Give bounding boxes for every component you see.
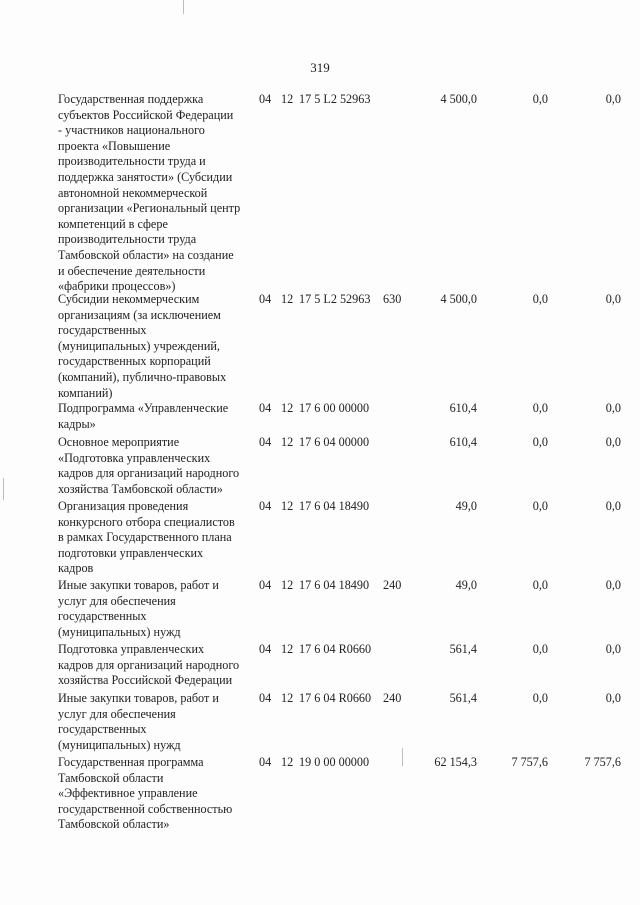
amount-year-3: 7 757,6 [584,755,621,769]
page-number: 319 [310,60,330,75]
amount-year-2: 0,0 [532,642,548,656]
section-code: 04 [259,755,272,769]
subsection-code: 12 [281,292,294,306]
amount-year-2: 7 757,6 [511,755,548,769]
amount-year-1: 49,0 [455,499,477,513]
amount-year-1: 4 500,0 [440,292,477,306]
amount-year-1: 561,4 [449,691,477,705]
amount-year-2: 0,0 [532,435,548,449]
amount-year-3: 0,0 [605,691,621,705]
amount-year-3: 0,0 [605,401,621,415]
subsection-code: 12 [281,578,294,592]
target-article-code: 17 6 04 18490 [299,499,370,513]
row-name: Субсидии некоммерческим организациям (за исключением государственных (муниципальных) учреждений, государственных корпораций (компаний), публично-правовых компаний) [58,292,227,400]
row-name: Иные закупки товаров, работ и услуг для обеспечения государственных (муниципальных) нужд [58,578,219,639]
subsection-code: 12 [281,691,294,705]
amount-year-2: 0,0 [532,92,548,106]
amount-year-2: 0,0 [532,292,548,306]
amount-year-3: 0,0 [605,92,621,106]
section-code: 04 [259,292,272,306]
section-code: 04 [259,401,272,415]
target-article-code: 17 5 L2 52963 [299,292,371,306]
target-article-code: 17 6 04 R0660 [299,642,372,656]
row-name: Организация проведения конкурсного отбора специалистов в рамках Государственного плана подготовки управленческих кадров [58,499,235,576]
amount-year-2: 0,0 [532,499,548,513]
amount-year-3: 0,0 [605,642,621,656]
amount-year-3: 0,0 [605,578,621,592]
row-name: Государственная программа Тамбовской области «Эффективное управление государственной собственностью Тамбовской области» [58,755,233,832]
row-name: Подпрограмма «Управленческие кадры» [58,401,229,431]
scan-margin-mark [183,0,184,14]
section-code: 04 [259,691,272,705]
subsection-code: 12 [281,92,294,106]
scan-margin-mark [402,748,403,766]
section-code: 04 [259,92,272,106]
expense-type-code: 240 [383,578,402,592]
subsection-code: 12 [281,435,294,449]
row-name: Иные закупки товаров, работ и услуг для обеспечения государственных (муниципальных) нужд [58,691,219,752]
row-name: Государственная поддержка субъектов Российской Федерации - участников национального проекта «Повышение производительности труда и поддержка занятости» (Субсидии автономной некоммерческой организации «Региональный центр компетенций в сфере производительности труда Тамбовской области» на создание и обеспечение деятельности «фабрики процессов») [58,92,241,294]
expense-type-code: 630 [383,292,402,306]
amount-year-1: 561,4 [449,642,477,656]
amount-year-1: 4 500,0 [440,92,477,106]
amount-year-1: 49,0 [455,578,477,592]
target-article-code: 19 0 00 00000 [299,755,370,769]
target-article-code: 17 6 04 18490 [299,578,370,592]
amount-year-3: 0,0 [605,435,621,449]
amount-year-2: 0,0 [532,691,548,705]
scan-margin-mark [3,478,4,500]
amount-year-3: 0,0 [605,499,621,513]
amount-year-1: 610,4 [449,401,477,415]
row-name: Основное мероприятие «Подготовка управленческих кадров для организаций народного хозяйства Тамбовской области» [58,435,240,496]
expense-type-code: 240 [383,691,402,705]
target-article-code: 17 5 L2 52963 [299,92,371,106]
section-code: 04 [259,435,272,449]
section-code: 04 [259,642,272,656]
subsection-code: 12 [281,401,294,415]
target-article-code: 17 6 00 00000 [299,401,370,415]
subsection-code: 12 [281,499,294,513]
amount-year-2: 0,0 [532,401,548,415]
subsection-code: 12 [281,642,294,656]
subsection-code: 12 [281,755,294,769]
section-code: 04 [259,499,272,513]
target-article-code: 17 6 04 R0660 [299,691,372,705]
amount-year-1: 610,4 [449,435,477,449]
row-name: Подготовка управленческих кадров для организаций народного хозяйства Российской Федерации [58,642,240,688]
amount-year-2: 0,0 [532,578,548,592]
amount-year-1: 62 154,3 [434,755,477,769]
amount-year-3: 0,0 [605,292,621,306]
section-code: 04 [259,578,272,592]
target-article-code: 17 6 04 00000 [299,435,370,449]
